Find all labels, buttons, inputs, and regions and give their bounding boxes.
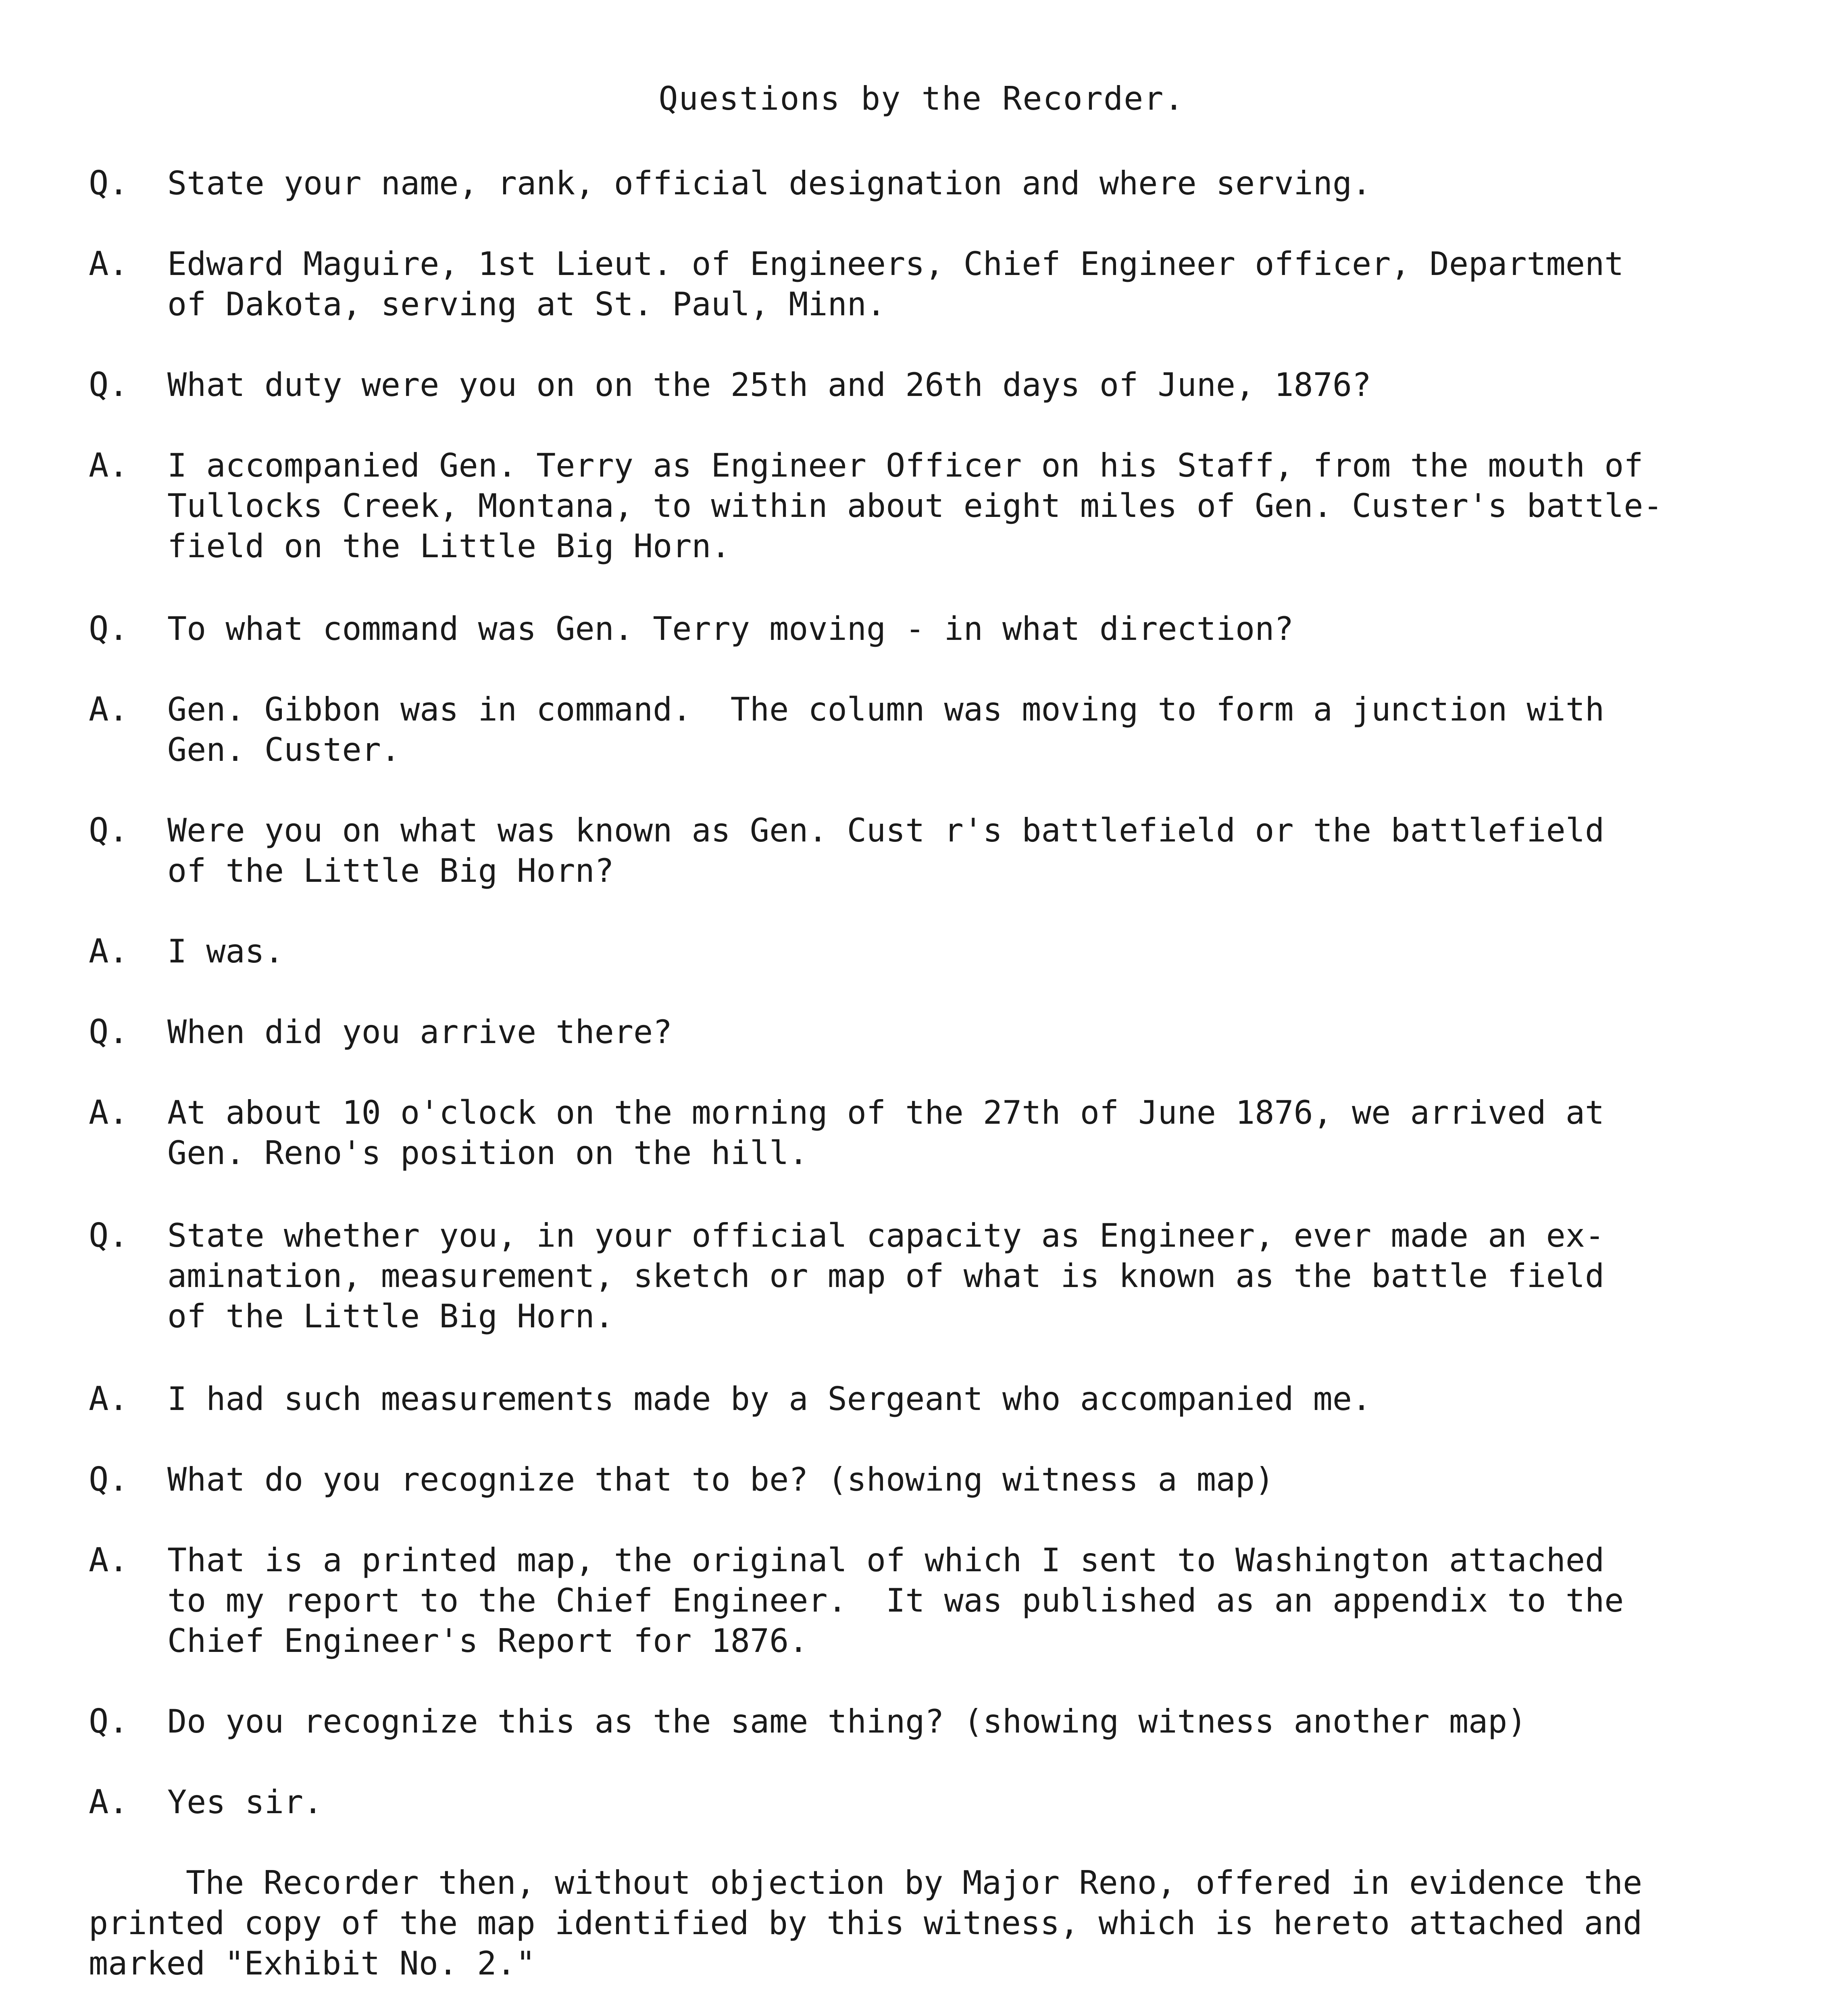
qa-entry: [89, 689, 1782, 770]
qa-entry: [89, 1216, 1782, 1337]
qa-entry: [89, 244, 1782, 325]
qa-marker: A.: [89, 1380, 129, 1418]
qa-text: When did you arrive there?: [167, 1013, 673, 1051]
qa-text: Gen. Gibbon was in command. The column was moving to form a junction with Gen. Custer.: [167, 691, 1605, 768]
qa-entry: [89, 1460, 1782, 1500]
qa-text: State your name, rank, official designation and where serving.: [167, 165, 1372, 202]
qa-text: To what command was Gen. Terry moving - in what direction?: [167, 610, 1294, 648]
qa-text: State whether you, in your official capacity as Engineer, ever made an ex- amination, measurement, sketch or map of what is known as the battle field of the Little Big Horn.: [167, 1217, 1605, 1335]
qa-marker: A.: [89, 245, 129, 283]
qa-text: I accompanied Gen. Terry as Engineer Officer on his Staff, from the mouth of Tullocks Creek, Montana, to within about eight miles of Gen. Custer's battle- field on the Little Big Horn.: [167, 447, 1663, 565]
qa-entry: [89, 1012, 1782, 1052]
qa-entry: [89, 1093, 1782, 1173]
qa-marker: Q.: [89, 1702, 129, 1741]
page-heading: Questions by the Recorder.: [658, 80, 1185, 117]
qa-entry: [89, 365, 1782, 405]
qa-marker: Q.: [89, 1013, 129, 1051]
qa-entry: [89, 810, 1782, 891]
qa-marker: Q.: [89, 366, 129, 404]
qa-entry: [89, 1782, 1782, 1822]
qa-text: Do you recognize this as the same thing? (showing witness another map): [167, 1703, 1527, 1740]
qa-text: Yes sir.: [167, 1783, 323, 1821]
qa-entry: [89, 1379, 1782, 1419]
qa-marker: A.: [89, 1093, 129, 1132]
qa-marker: A.: [89, 1541, 129, 1579]
qa-text: That is a printed map, the original of which I sent to Washington attached to my report to the Chief Engineer. It was published as an appendix to the Chief Engineer's Report for 1876.: [167, 1541, 1624, 1660]
qa-text: What duty were you on on the 25th and 26th days of June, 1876?: [167, 366, 1372, 404]
qa-entry: [89, 931, 1782, 972]
qa-entry: [89, 1540, 1782, 1661]
qa-entry: [89, 609, 1782, 649]
qa-text: Edward Maguire, 1st Lieut. of Engineers, Chief Engineer officer, Department of Dakota, serving at St. Paul, Minn.: [167, 245, 1624, 323]
qa-marker: Q.: [89, 610, 129, 648]
qa-text: At about 10 o'clock on the morning of the 27th of June 1876, we arrived at Gen. Reno's position on the hill.: [167, 1094, 1605, 1172]
qa-marker: Q.: [89, 811, 129, 850]
qa-marker: Q.: [89, 1216, 129, 1255]
recorder-statement-paragraph: The Recorder then, without objection by Major Reno, offered in evidence the printed copy of the map identified by this witness, which is hereto attached and marked "Exhibit No. 2.": [89, 1864, 1643, 1982]
qa-text: Were you on what was known as Gen. Cust r's battlefield or the battlefield of the Little Big Horn?: [167, 812, 1605, 889]
qa-marker: Q.: [89, 164, 129, 202]
qa-entry: [89, 163, 1782, 204]
qa-marker: A.: [89, 1783, 129, 1821]
qa-marker: A.: [89, 690, 129, 729]
qa-marker: A.: [89, 932, 129, 971]
qa-text: I had such measurements made by a Sergeant who accompanied me.: [167, 1380, 1372, 1418]
qa-entry: [89, 446, 1782, 566]
qa-entry: [89, 1702, 1782, 1742]
qa-text: I was.: [167, 933, 284, 970]
qa-text: What do you recognize that to be? (showing witness a map): [167, 1461, 1274, 1498]
qa-marker: A.: [89, 446, 129, 485]
qa-marker: Q.: [89, 1460, 129, 1499]
